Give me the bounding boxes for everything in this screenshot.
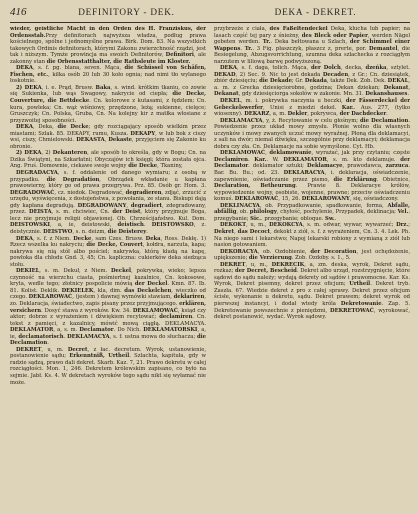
entry-headword: DEISTOWSKO (151, 222, 194, 229)
entry-german-gloss: Dekaste (108, 137, 133, 144)
left-column (10, 26, 206, 514)
entry-text: . (63, 333, 68, 340)
entry-headword: Tr. (262, 39, 271, 46)
dictionary-entry (214, 118, 410, 151)
entry-german-gloss: philology (249, 209, 277, 216)
entry-german-gloss: der Fässerdeckel der Gebeckelswerfer (214, 98, 410, 111)
entry-text: , się, oświadczony. (349, 196, 399, 203)
entry-text: , zdjąć, zrzucić z urzędu, wyświęcenia, z dostojeństwa, z powołania, ze stanu. Biskupi dają gdy kapłana degradują. (10, 189, 206, 209)
entry-text: , Deka, (32, 124, 58, 131)
entry-text: , wyrokować, dekret postanowić, wydać. Wyrok sądowy. (214, 307, 410, 321)
page-header (10, 6, 410, 20)
entry-text: , wieczko od czego. (10, 287, 206, 301)
entry-text: , z. deistycznie. (10, 222, 206, 235)
entry-text: . Zap. 5. Dekretowanie powszechnie z pieniędzmi, (214, 300, 410, 314)
entry-headword: DEKLAMATORSKI (143, 327, 198, 334)
entry-german-gloss: Urtheil (349, 281, 371, 288)
entry-text: , szumna deka szlachecka z rozciągłym narzutem w liliową barwę podwyższoną. (214, 52, 410, 65)
entry-headword: DEKRET (220, 261, 246, 268)
entry-text: . Powiedzenie przez układ mowy zmysłu. Płonie wolno dla własnych uczynków i mowy zwanych uczuć mowy wyraźnej. Płoną dla deklamacyi, z sali na dwór; niemal dźwięku, szczególnie przy deklamacyi; deklamacja dobra czy zła. Cn. Deklamacje na sobie wymyślone. Cyt. Hb. (214, 117, 410, 150)
entry-text: , a, zm. deska, wyrok, Dekret sądu, rozkaz; (214, 261, 410, 275)
entry-headword: DEGRADOWAĆ (10, 189, 55, 196)
entry-text: , u, m. (41, 346, 68, 353)
entry-text: , z Gr.; Cn. dziesiątek, zbiór dziesięciu; (214, 71, 410, 85)
entry-german-gloss: Dekanat (214, 91, 239, 98)
entry-text: . (47, 340, 49, 347)
entry-german-gloss: deistisch (117, 222, 144, 229)
entry-german-gloss: Declamator (79, 327, 114, 334)
entry-text: . (143, 222, 152, 229)
entry-headword: DEKLAMACYA (220, 117, 263, 124)
entry-text: , Ross. Dekłę. 1) Rzecz wszelka ku nakryciu; (10, 235, 206, 249)
entry-text: , a, s. m. (53, 327, 80, 334)
entry-headword: DEKLAMATOR (10, 327, 54, 334)
entry-text: , zo. Deklaracja, świadectwo, zapis pisany przez przyjmującego. (10, 294, 206, 307)
entry-german-gloss: degradiert (130, 202, 162, 209)
entry-german-gloss: die Dekade (259, 78, 292, 85)
entry-text: . (334, 215, 337, 222)
entry-german-gloss: das Deckelchen (124, 287, 172, 294)
entry-text: , prawodawca, (342, 163, 386, 170)
entry-text: , jest ochędożenie, upiększenie; (214, 248, 410, 262)
entry-text: . Dekret tryb. Zaszła. 67. Wiedzie dekret z pro z całej sprawy. Dekret przez oficjum ścisłe, wykonanie u dekretu, sądu. Dekret prawem; dekret wyrok od pierwszej instancyi, i dodał wtedy króla (214, 281, 410, 307)
entry-headword: DEKLAMATOR (283, 156, 327, 163)
entry-german-gloss: Deklamacye (307, 163, 343, 170)
entry-text: , 2) (41, 150, 53, 157)
entry-text: , (104, 137, 109, 144)
entry-german-gloss: Dekanat (383, 84, 409, 91)
entry-german-gloss: der Decret, Bescheid (235, 268, 297, 275)
entry-headword: DEKRECIK (271, 261, 305, 268)
entry-text: Deka, klucha lub papier; na lasach część tej pary z śnieżny, (214, 26, 410, 39)
entry-text: . Cn. tekst z pamięci, z kazalnicy, mówić mową ciągłą. DEKLAMACYA. (10, 314, 206, 327)
entry-german-gloss: Definitori (165, 52, 194, 59)
entry-text: , ale sposób to określa, gdy w Bogu; Cn. na Dzika Świątyni, na Szkarłatni; Obyczajów ich księgi; która została ojca. Ang. Pruś. Domownie, ciekawe swoje wojny (10, 150, 206, 170)
entry-text: , 15, 26. (278, 196, 302, 203)
entry-text: , s. f. oddalenie od danego wymiaru; z osobą w przypadku. (10, 170, 206, 183)
entry-headword: 2) DEKA (16, 84, 42, 91)
entry-text: , (126, 202, 131, 209)
entry-text: , przyjęciem się Zakonie ku obronie. (10, 137, 206, 150)
entry-text: , sam Czes. Brusw. (91, 235, 146, 242)
entry-german-gloss: Dekanteren (52, 150, 88, 157)
entry-text: ; Gr. (291, 78, 305, 85)
entry-german-gloss: zarzuca (385, 163, 409, 170)
entry-german-gloss: die Decke, Couvert (86, 242, 143, 249)
entry-text: . Cn. kolorowe z kutasami, z fędzlem; Cn. kura, powleka; Cn. wąż wiśniowy, przędzone, leżą; sukienne, cielęce; Gruszczyk; Cn. Polska, Gruba, Cn. Na kolejny kir z matłka włosiane z przyzwoitej sposobności. (10, 98, 206, 124)
entry-german-gloss: Abfalle, abfällig (214, 202, 410, 216)
entry-german-gloss: der Dachdecker (339, 111, 387, 118)
entry-headword: Sic. (250, 215, 261, 222)
entry-german-gloss: die Orbensstatthalter, die Rathsleute im Kloster. (46, 58, 191, 65)
entry-headword: DEKOKT (220, 222, 247, 229)
entry-german-gloss: der Dolch (310, 65, 341, 72)
entry-german-gloss: Declamiren (214, 156, 248, 163)
entry-german-gloss: das Decoct (237, 228, 270, 235)
entry-headword: DEKAL (387, 78, 409, 85)
right-column (214, 26, 410, 514)
dictionary-entry (214, 203, 410, 223)
entry-german-gloss: die Decke, Couverture, die Bettdecke (10, 91, 206, 105)
entry-text: , s. n. deizm, (72, 228, 108, 235)
entry-text: , a, ie, (10, 327, 206, 340)
entry-text: , pokrywca, (307, 111, 340, 118)
entry-german-gloss: dzeńka (365, 65, 387, 72)
entry-text: , (408, 84, 410, 91)
entry-text: , y, ż. Recytowanie w celu głośnym; (262, 117, 360, 124)
dictionary-entry (214, 98, 410, 118)
dictionary-entry (10, 124, 206, 150)
entry-headword: DEISTOWSKI (10, 222, 50, 229)
entry-text: , 2) Sec. 9. Nic to jest dekada (235, 71, 323, 78)
entry-german-gloss: der Schimmel einer Wappens (214, 39, 410, 52)
entry-german-gloss: die Verzierung (248, 255, 292, 262)
dictionary-entry (10, 65, 206, 85)
entry-headword: Sw. (325, 215, 335, 222)
entry-german-gloss: die Decke (128, 163, 158, 170)
dictionary-entry (214, 26, 410, 65)
entry-text: ; gdy rozciągający sposób wielkim przez miastami; Szlak. 85. DEKAPY, rumu, Kusza. (10, 124, 206, 137)
entry-text: . Dosyć stawa z wyroków. Kw. 34. (41, 307, 133, 314)
entry-headword: DEKRET (16, 346, 42, 353)
entry-text: , (jestem ) dawnej wymówki stawiam, (72, 294, 174, 301)
entry-text: , u, m., (246, 222, 270, 229)
entry-text: , (234, 228, 238, 235)
entry-text: , Obrządek wkładanie u kapłana prawowierny, który go od prawa przegrywa. Prz. 85. Osób gr. Hom. 3. (10, 176, 206, 190)
entry-text: , s. f. ustna mowa do słuchacza; (109, 333, 197, 340)
dictionary-entry (10, 347, 206, 386)
entry-text: , die Besiegelung, Abzugsvorrichtung (214, 45, 410, 59)
entry-headword: Vel. (397, 209, 409, 216)
entry-text: , s. m. chciwiec, Cn. (51, 209, 113, 216)
entry-german-gloss: Deka (145, 235, 161, 242)
entry-german-gloss: Baka (95, 84, 111, 91)
entry-headword: Dekada (304, 78, 327, 85)
entry-german-gloss: Decke (73, 235, 92, 242)
entry-headword: DEGRADOWANY (77, 202, 127, 209)
entry-text: . przegybanie; obloque. (260, 215, 326, 222)
entry-german-gloss: declamatorisch (18, 333, 64, 340)
entry-text: , w lub bok z ciszy wsi, ciszy, Chmielowski. (10, 130, 206, 144)
dictionary-entry (10, 236, 206, 269)
entry-text: , i. e. Prąd, Brusw. (41, 84, 96, 91)
entry-text: . Dekret albo urząd, rozstrzygnięcie, które sądowi do sądu należy; wydają dekrety od sądów i prawomocne. Kar. Ks. Wyrok, Dekret pisemny, dekret przez oficjum; (214, 268, 410, 288)
entry-german-gloss: die Degradation (46, 176, 100, 183)
entry-headword: DEKA (220, 65, 237, 72)
entry-text: , Tkaniny, (157, 163, 183, 170)
entry-german-gloss: die Decke (57, 124, 89, 131)
page-number: 416 (10, 6, 27, 18)
dictionary-entry (214, 65, 410, 98)
entry-german-gloss: erklären, versichern (10, 300, 206, 314)
entry-text: . 3 Fig. płaszczyk, płaszcz z, prerte, por. (252, 45, 370, 52)
entry-german-gloss: wieder, geistliche Macht in den Orden des H. Franziskus, der Ordensstab. (10, 26, 206, 39)
columns (10, 26, 410, 514)
entry-headword: DEKOKCYA (269, 222, 303, 229)
entry-text: , s. f. daga, tolich. Mąca, (236, 65, 311, 72)
entry-german-gloss: Dekanshauses (365, 91, 408, 98)
entry-headword: Dekret (214, 228, 235, 235)
entry-text: , ale zakonny stan (10, 52, 206, 65)
entry-text: , i. deklaracja, oświadczenie, zapewnienie, oświadczanie przez pismo, (214, 170, 410, 183)
dictionary-entry (214, 150, 410, 202)
right-running-head: DEKA - DEKRET. (274, 7, 357, 17)
entry-text: , s. f. z Niem. (32, 235, 74, 242)
entry-headword: DEKARZ (244, 111, 270, 118)
entry-headword: DEKAPY (130, 130, 156, 137)
entry-headword: DEKORACYA (220, 248, 258, 255)
dictionary-entry (214, 262, 410, 321)
entry-headword: Dekretowanie (340, 300, 382, 307)
entry-german-gloss: Decret (67, 346, 88, 353)
entry-text: . Kmn. 87. Ib. 81. Kolist. Deklik. (10, 281, 206, 294)
entry-german-gloss: declamiren (159, 314, 193, 321)
entry-text: , Unisi z miedzi dekel. (262, 104, 342, 111)
entry-text: , wyrażać, jak przy czytaniu; częste (311, 150, 410, 157)
entry-headword: Tr. (244, 45, 253, 52)
entry-text: . (407, 91, 410, 98)
dictionary-entry (10, 268, 206, 347)
entry-headword: DEKRETOWAĆ (330, 307, 374, 314)
entry-text: , cz. niedok. Degradować, (54, 189, 126, 196)
entry-text: , kilka osób 20 lub 30 koło ognia; nad nimi tło wylanego łoskotnie. (10, 71, 206, 85)
dictionary-entry (10, 170, 206, 235)
left-running-head: DEFINITORY - DEK. (78, 7, 175, 17)
entry-text: , także Dek. Zob. Dek. (326, 78, 388, 85)
entry-german-gloss: die Deisterey (107, 228, 147, 235)
entry-german-gloss: deklariren (173, 294, 205, 301)
entry-text: . Deka bełtowana u Szlach, (270, 39, 350, 46)
entry-german-gloss: des Bleck oder Papier (301, 32, 368, 39)
entry-text: , gdy dziesięciorga sokołów w zakonie. Mn. 31. (238, 91, 366, 98)
entry-text: , s. f. pg. blana, seven. Mąca, (32, 65, 125, 72)
entry-german-gloss: deklamowanie (269, 150, 312, 157)
entry-text: , (265, 150, 270, 157)
entry-headword: DEKA (16, 124, 33, 131)
entry-text: , a, m. (269, 111, 288, 118)
entry-headword: 2) DEKA (16, 150, 42, 157)
entry-text: , m. i. pokrywka naczynia u beczki, (240, 98, 346, 105)
entry-text: , s. m. Dekuł, z Niem. (39, 268, 111, 275)
entry-text: , z łac. decretum. Wyrok, ustanowienie, postanowienie sądu; (10, 346, 206, 360)
entry-headword: DEKEL (220, 98, 241, 105)
entry-text: , ob. Przypadkowanie, spadkowanie, forma, (259, 202, 388, 209)
entry-text: . (146, 228, 148, 235)
entry-text: , chyłość, pochylenie, Przypadek, deklinacja; (276, 209, 398, 216)
entry-german-gloss: die Declamation (10, 333, 206, 347)
entry-headword: Kar. (341, 104, 354, 111)
header-rule (10, 22, 410, 23)
entry-text: Tymże prowincja ma swoich Definitorów, (50, 52, 166, 59)
dictionary-entry (10, 85, 206, 124)
entry-headword: DEKLAROWAĆ (28, 294, 73, 301)
entry-text: . Do Nich. (113, 327, 144, 334)
entry-headword: DEKAD (214, 71, 236, 78)
entry-text: , s. m. kto deklamuje. (326, 156, 401, 163)
entry-german-gloss: Declaration, Betheurung (214, 183, 296, 190)
entry-german-gloss: der Declamator (214, 156, 410, 170)
entry-text: . (240, 45, 245, 52)
entry-text: . deklamator sztuki; (248, 163, 308, 170)
entry-headword: DEKASTA (76, 137, 105, 144)
entry-text: . Bar. Bu. Bu.; od. 23. (214, 163, 410, 177)
entry-german-gloss: die Schüssel von Schäfen, Fischen, etc. (10, 65, 206, 78)
entry-german-gloss: des Faßeltendeckel (269, 26, 328, 32)
entry-text: . Szlachta, kapituła, gdy w radzie sądzą, prawo dali dekret. Skarb. Kaz. 7, 21. Prawo dekretu w całej rozciągłości. Mon. 1, 246. Dekretem królewskim zapisano, co było na sejmie. Jabł. Ks. 4. W dekretach wyroków tego sądu nikt się wyłamać nie może. (10, 353, 206, 386)
entry-headword: DEKLARACYA (283, 170, 325, 177)
entry-text: Birk. Dom. 83. Na wszystkich takowych Ordinis definitorach, którymi Zakonu zwierzchność rządzi, jest tak i niższym. (10, 39, 206, 59)
dictionary-entry (10, 26, 206, 65)
entry-text: Przy definitorach najwyższa władza, podług prawa kościelnego, spólne i jednomyślne prawa. (10, 32, 206, 46)
entry-german-gloss: Deckel (110, 268, 132, 275)
entry-headword: DEKLAMOWAĆ (220, 150, 266, 157)
entry-text: . Prawie 8. Deklaracye królów, wypowiedzenie wojny, osobiste, wojenne, prawne; przeciw oświadczeniu komuś. (214, 183, 410, 203)
entry-headword: DEKA (16, 65, 33, 72)
entry-text: , kołdra, narzuta, kapa; nakrywa się nią stół albo pościel; nakrywka, którą kładą na kapę, powłoka dla chłodu Gnd. 3, 45; Cn. kapliczna: cukierków deka siedząca stołu. (10, 242, 206, 268)
entry-headword: DEKIELEK (61, 287, 94, 294)
entry-headword: DEKLAMACYA (67, 333, 110, 340)
entry-headword: DEGRADACYA (16, 170, 58, 177)
entry-german-gloss: der Deist (112, 209, 141, 216)
entry-german-gloss: die Declamation (360, 117, 409, 124)
entry-text: . Obietnice, (376, 176, 410, 183)
dictionary-entry (214, 222, 410, 248)
entry-german-gloss: die Erklärung (333, 176, 377, 183)
entry-german-gloss: Decaden (322, 71, 349, 78)
entry-headword: DEKLINACYA (220, 202, 260, 209)
entry-headword: DEKLAMOWAĆ (132, 307, 178, 314)
entry-text: przybrzeże z ciała, (214, 26, 270, 32)
entry-text: , a, ie, deistowski, (50, 222, 118, 229)
entry-text: , a. m. z Grecka dziesięciorobne, godzina; Dekan dziekan; (214, 78, 410, 91)
entry-text: , dekokt z ziół, s. f. z wyrażeniem, Cn. 3. 4. Lek. Ph. Na niego sami i lekarstwo; Napoj lekarski robiony z wymianą z ziół lub nasion gotowaniem. (214, 228, 410, 249)
entry-german-gloss: degradieren (125, 189, 162, 196)
entry-text: , pokrywka, wieko; lepsza czynność na wierzchu ciasta, pośmiertnej kazalnice, Cn. kokosowe, kryta, wedle tego; złotnicy pospolicie mówią (10, 268, 206, 288)
entry-text: , ob. (236, 209, 250, 216)
entry-text: , werden Nägel gebeten werden. (214, 32, 410, 46)
entry-text: , ob. Ozdobienie, (257, 248, 311, 255)
entry-text: , zdegradowany, przez. (10, 202, 206, 216)
entry-german-gloss: der Deckel (134, 281, 168, 288)
entry-text: , kla, dim. (93, 287, 125, 294)
entry-german-gloss: der Decoration (310, 248, 357, 255)
entry-headword: Drz. (396, 222, 409, 229)
dictionary-entry (214, 249, 410, 262)
entry-headword: DEKIEL (16, 268, 40, 275)
entry-text: , s. m. odwar, wywar, wywarzeć; (302, 222, 397, 229)
entry-text: . Zob. Ozdoby. s. 1., 5. (291, 255, 351, 262)
entry-german-gloss: Demantel (369, 45, 398, 52)
entry-headword: Kar. (254, 156, 267, 163)
entry-text: , który przyjmuje Boga, lecz nie przyjmuje religii objawionej. Ob. Chrześcijaństwo. Kul. Dom. (10, 209, 206, 222)
dictionary-entry (10, 150, 206, 170)
entry-german-gloss: Erkenntniß, Urtheil (69, 353, 130, 360)
entry-headword: DEISTA (29, 209, 52, 216)
entry-text: , ksiąd czy aktor; dobrze z wyrażeniem i dźwiękiem recytować; (10, 307, 206, 321)
entry-text: . (386, 111, 388, 118)
entry-text: . przegybanie; (214, 209, 410, 222)
entry-text: , u, m., (245, 261, 272, 268)
entry-german-gloss: Dekler (287, 111, 308, 118)
entry-text: ; (408, 222, 410, 229)
entry-headword: DEKA (16, 235, 33, 242)
entry-text: . Aus. 277, (tylko wiosenny). (214, 104, 410, 118)
entry-headword: DEKLAROWANY (301, 196, 350, 203)
entry-text: , sztylet. (386, 65, 410, 72)
entry-text: , s. wind. krótkim tkaniu, co zowie się Sukienka, lub wąs Swagowy, nakrycie od ciepła; (10, 84, 206, 98)
entry-text: , decka, (340, 65, 366, 72)
entry-headword: DEISTWO (43, 228, 73, 235)
entry-text: . W. (266, 156, 284, 163)
entry-headword: DEKLAROWAĆ (234, 196, 279, 203)
entry-text: . (247, 156, 255, 163)
